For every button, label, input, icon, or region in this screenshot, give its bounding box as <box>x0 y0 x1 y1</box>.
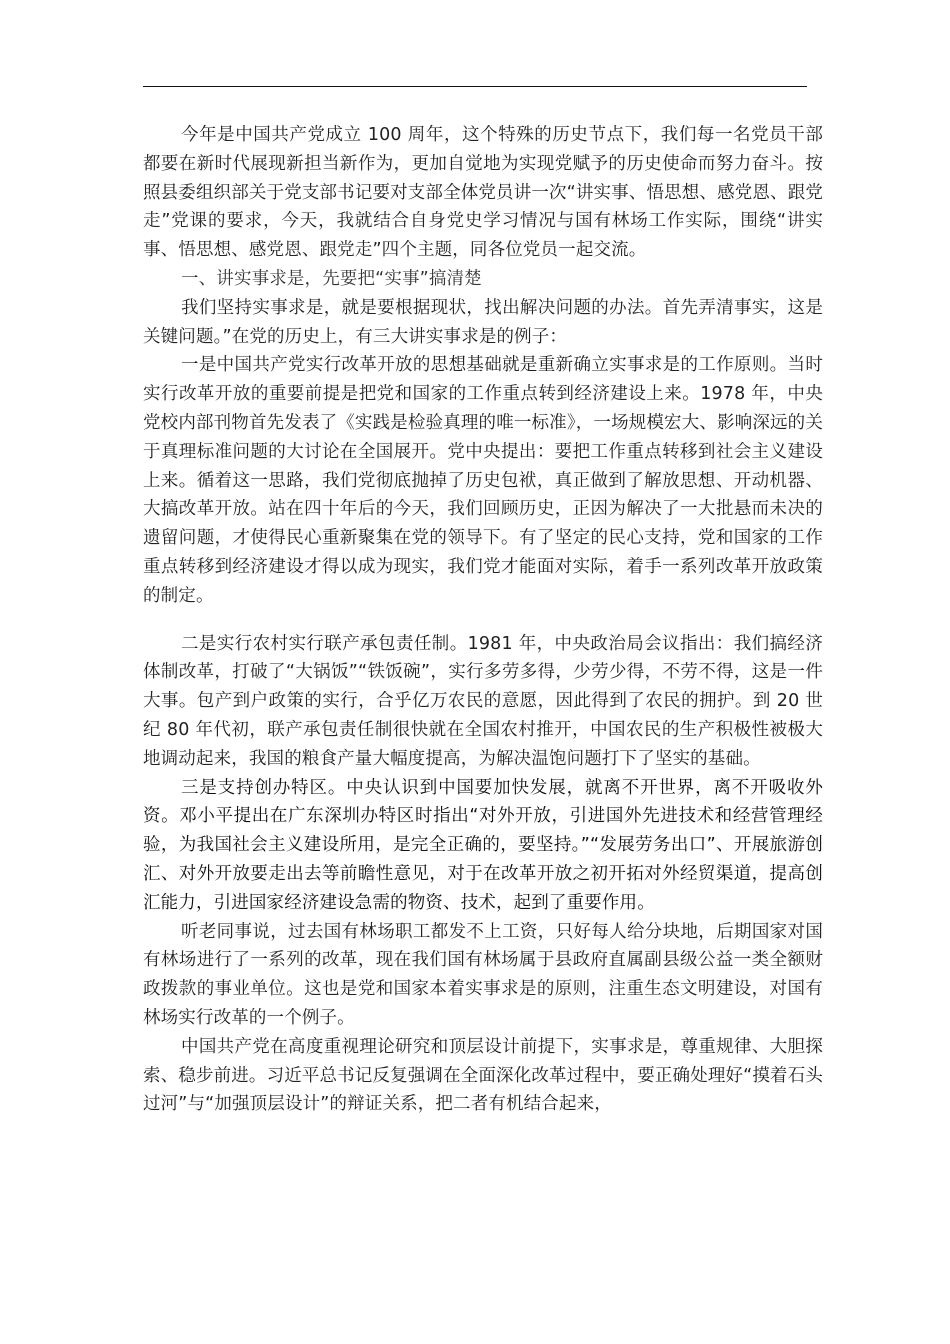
paragraph-seek-truth: 我们坚持实事求是，就是要根据现状，找出解决问题的办法。首先弄清事实，这是关键问题。”在党的历史上，有三大讲实事求是的例子： <box>143 297 823 347</box>
paragraph-example-household-contract: 二是实行农村实行联产承包责任制。1981 年，中央政治局会议指出：我们搞经济体制改革，打破了“大锅饭”“铁饭碗”，实行多劳多得，少劳少得，不劳不得，这是一件大事。包产到户政策的实行，合乎亿万农民的意愿，因此得到了农民的拥护。到 20 世纪 80 年代初，联产承包责任制很快就在全国农村推开，中国农民的生产积极性被极大地调动起来，我国的粮食产量大幅度提高，为解决温饱问题打下了坚实的基础。 <box>143 633 823 769</box>
paragraph-intro: 今年是中国共产党成立 100 周年，这个特殊的历史节点下，我们每一名党员干部都要在新时代展现新担当新作为，更加自觉地为实现党赋予的历史使命而努力奋斗。按照县委组织部关于党支部书记要对支部全体党员讲一次“讲实事、悟思想、感党恩、跟党走”党课的要求，今天，我就结合自身党史学习情况与国有林场工作实际，围绕“讲实事、悟思想、感党恩、跟党走”四个主题，同各位党员一起交流。 <box>143 125 823 261</box>
paragraph-example-special-zones: 三是支持创办特区。中央认识到中国要加快发展，就离不开世界，离不开吸收外资。邓小平提出在广东深圳办特区时指出“对外开放，引进国外先进技术和经营管理经验，为我国社会主义建设所用，是完全正确的，要坚持。”“发展劳务出口”、开展旅游创汇、对外开放要走出去等前瞻性意见，对于在改革开放之初开拓对外经贸渠道，提高创汇能力，引进国家经济建设急需的物资、技术，起到了重要作用。 <box>143 777 823 913</box>
header-divider <box>143 86 807 87</box>
document-body <box>143 121 823 1119</box>
section-heading-seek-truth: 一、讲实事求是，先要把“实事”搞清楚 <box>181 268 482 289</box>
paragraph-forest-farm-reform: 听老同事说，过去国有林场职工都发不上工资，只好每人给分块地，后期国家对国有林场进行了一系列的改革，现在我们国有林场属于县政府直属副县级公益一类全额财政拨款的事业单位。这也是党和国家本着实事求是的原则，注重生态文明建设，对国有林场实行改革的一个例子。 <box>143 921 823 1028</box>
paragraph-example-reform-opening: 一是中国共产党实行改革开放的思想基础就是重新确立实事求是的工作原则。当时实行改革开放的重要前提是把党和国家的工作重点转到经济建设上来。1978 年，中央党校内部刊物首先发表了《实践是检验真理的唯一标准》，一场规模宏大、影响深远的关于真理标准问题的大讨论在全国展开。党中央提出：要把工作重点转移到社会主义建设上来。循着这一思路，我们党彻底抛掉了历史包袱，真正做到了解放思想、开动机器、大搞改革开放。站在四十年后的今天，我们回顾历史，正因为解决了一大批悬而未决的遗留问题，才使得民心重新聚集在党的领导下。有了坚定的民心支持，党和国家的工作重点转移到经济建设才得以成为现实，我们党才能面对实际，着手一系列改革开放政策的制定。 <box>143 355 823 606</box>
paragraph-top-level-design: 中国共产党在高度重视理论研究和顶层设计前提下，实事求是，尊重规律、大胆探索、稳步前进。习近平总书记反复强调在全面深化改革过程中，要正确处理好“摸着石头过河”与“加强顶层设计”的辩证关系，把二者有机结合起来， <box>143 1036 823 1115</box>
